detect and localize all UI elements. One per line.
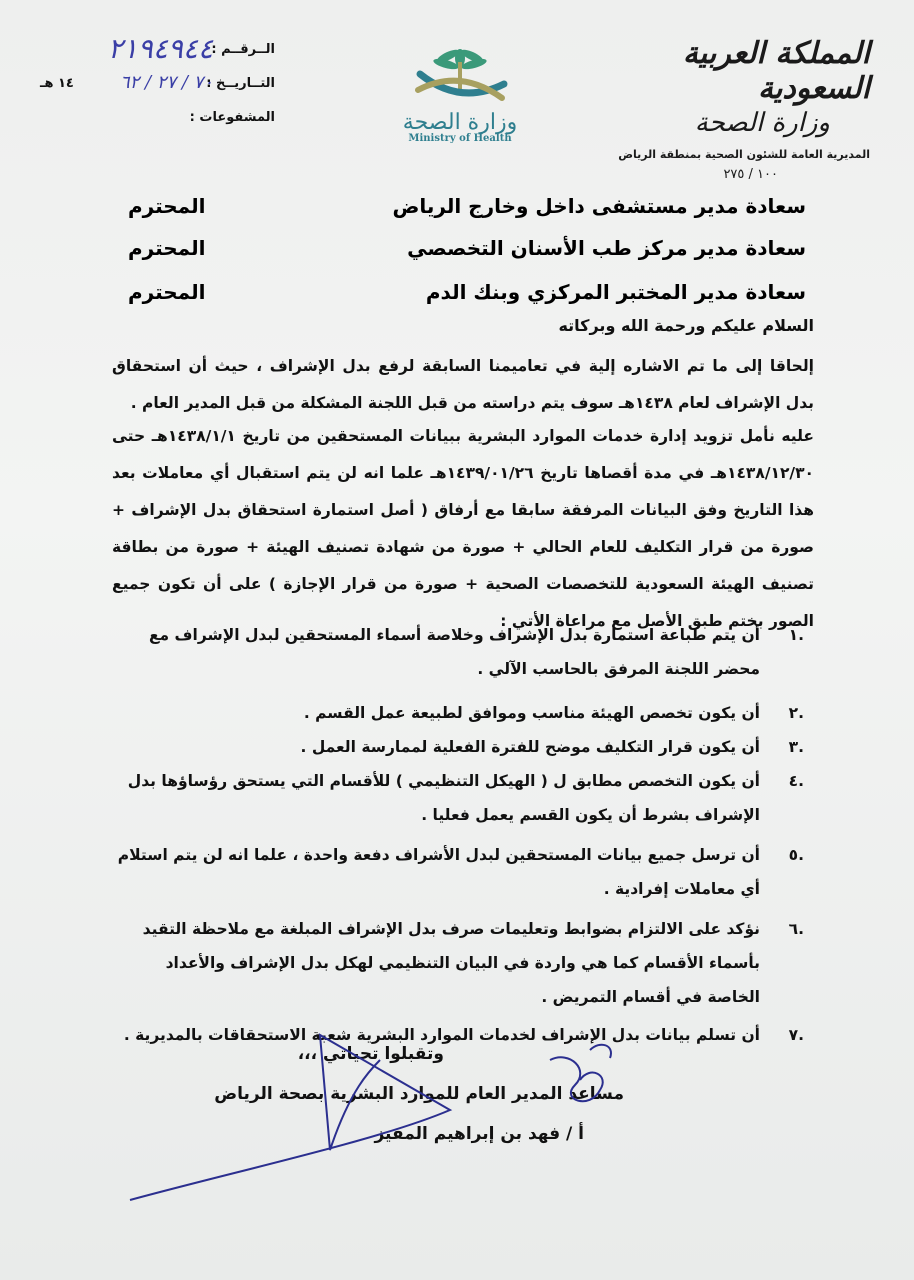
list-item bbox=[112, 912, 804, 1014]
addressee-honorific: المحترم bbox=[128, 236, 206, 260]
list-item-number: .٤ bbox=[788, 772, 804, 790]
number-field bbox=[40, 34, 275, 68]
addressee-honorific: المحترم bbox=[128, 280, 206, 304]
list-item-number: .٧ bbox=[788, 1026, 804, 1044]
list-item bbox=[112, 764, 804, 832]
number-label: الــرقــم : bbox=[211, 42, 275, 57]
list-item bbox=[112, 696, 804, 730]
addressee-honorific: المحترم bbox=[128, 194, 206, 218]
date-label: التــاريــخ : bbox=[206, 76, 275, 91]
addressee-name: سعادة مدير مستشفى داخل وخارج الرياض bbox=[392, 194, 806, 218]
addressee-name: سعادة مدير المختبر المركزي وبنك الدم bbox=[425, 280, 806, 304]
greeting: السلام عليكم ورحمة الله وبركاته bbox=[558, 316, 814, 335]
list-item-text: أن يتم طباعة استمارة بدل الإشراف وخلاصة أسماء المستحقين لبدل الإشراف مع محضر اللجنة المرفق بالحاسب الآلي . bbox=[148, 626, 760, 678]
date-suffix: ١٤ هـ bbox=[40, 76, 74, 91]
reference-fields bbox=[40, 34, 275, 136]
reference-code: ١٠٠ / ٢٧٥ bbox=[723, 167, 778, 182]
date-field bbox=[40, 68, 275, 102]
list-item-text: نؤكد على الالتزام بضوابط وتعليمات صرف بدل الإشراف المبلغة مع ملاحظة التقيد بأسماء الأقسام كما هي واردة في البيان التنظيمي لهكل بدل الإشراف والأعداد الخاصة في أقسام التمريض . bbox=[142, 920, 760, 1006]
paragraph-request: عليه نأمل تزويد إدارة خدمات الموارد البشرية ببيانات المستحقين من تاريخ ١٤٣٨/١/١هـ حتى ١٤٣٨/١٢/٣٠هـ في مدة أقصاها تاريخ ١٤٣٩/٠١/٢٦هـ علما انه لن يتم استقبال أي معاملات بعد هذا التاريخ وفق البيانات المرفقة سابقا مع أرفاق ( أصل استمارة استحقاق بدل الإشراف + صورة من قرار التكليف للعام الحالي + صورة من شهادة تصنيف الهيئة + صورة من بطاقة تصنيف الهيئة السعودية للتخصصات الصحية + صورة من قرار الإجازة ) على أن تكون جميع الصور بختم طبق الأصل مع مراعاة الأتي : bbox=[112, 427, 815, 630]
addressee-line bbox=[128, 280, 806, 316]
paragraph-intro: إلحاقا إلى ما تم الاشاره إلية في تعاميمنا السابقة لرفع بدل الإشراف ، حيث أن استحقاق بدل الإشراف لعام ١٤٣٨هـ سوف يتم دراسته من قبل اللجنة المشكلة من قبل المدير العام . bbox=[112, 357, 814, 412]
ministry-header bbox=[570, 36, 870, 182]
palm-swords-icon bbox=[400, 44, 520, 114]
kingdom-name: المملكة العربية السعودية bbox=[682, 36, 870, 106]
list-item-text: أن تسلم بيانات بدل الإشراف لخدمات الموارد البشرية شعبة الاستحقاقات بالمديرية . bbox=[123, 1026, 760, 1044]
addressee-line bbox=[128, 194, 806, 230]
addressee-line bbox=[128, 236, 806, 272]
attachments-label: المشفوعات : bbox=[189, 110, 275, 125]
list-item bbox=[112, 838, 804, 906]
ministry-name: وزارة الصحة bbox=[694, 108, 830, 138]
list-item-number: .٣ bbox=[788, 738, 804, 756]
conditions-list bbox=[112, 618, 804, 1052]
handwritten-signature bbox=[120, 1030, 640, 1210]
number-value: ٢١٩٤٩٤٤ bbox=[107, 32, 213, 65]
signer-title: مساعد المدير العام للموارد البشرية بصحة الرياض bbox=[214, 1084, 624, 1104]
logo-arabic-text: وزارة الصحة bbox=[402, 110, 518, 135]
list-item bbox=[112, 730, 804, 764]
list-item-number: .٦ bbox=[788, 920, 804, 938]
addressee-name: سعادة مدير مركز طب الأسنان التخصصي bbox=[407, 236, 806, 260]
list-item-number: .٢ bbox=[788, 704, 804, 722]
list-item-text: أن يكون تخصص الهيئة مناسب وموافق لطبيعة عمل القسم . bbox=[303, 704, 760, 722]
date-value: ٧٠ / ٢٧ / ٦٢ bbox=[119, 72, 213, 93]
list-item-text: أن يكون التخصص مطابق ل ( الهيكل التنظيمي ) للأقسام التي يستحق رؤساؤها بدل الإشراف بشرط أن يكون القسم يعمل فعليا . bbox=[127, 772, 760, 824]
directorate-name: المديرية العامة للشئون الصحية بمنطقة الرياض bbox=[618, 148, 870, 161]
list-item-number: .١ bbox=[788, 626, 804, 644]
logo-english-text: Ministry of Health bbox=[408, 133, 512, 144]
ministry-logo bbox=[395, 44, 525, 154]
closing-regards: وتقبلوا تحياتي ،،، bbox=[297, 1044, 444, 1064]
signer-name: أ / فهد بن إبراهيم المفيز bbox=[374, 1124, 584, 1144]
attachments-field bbox=[40, 102, 275, 136]
list-item-number: .٥ bbox=[788, 846, 804, 864]
list-item-text: أن يكون قرار التكليف موضح للفترة الفعلية لممارسة العمل . bbox=[300, 738, 760, 756]
list-item-text: أن ترسل جميع بيانات المستحقين لبدل الأشراف دفعة واحدة ، علما انه لن يتم استلام أي معاملات إفرادية . bbox=[117, 846, 760, 898]
list-item bbox=[112, 618, 804, 686]
